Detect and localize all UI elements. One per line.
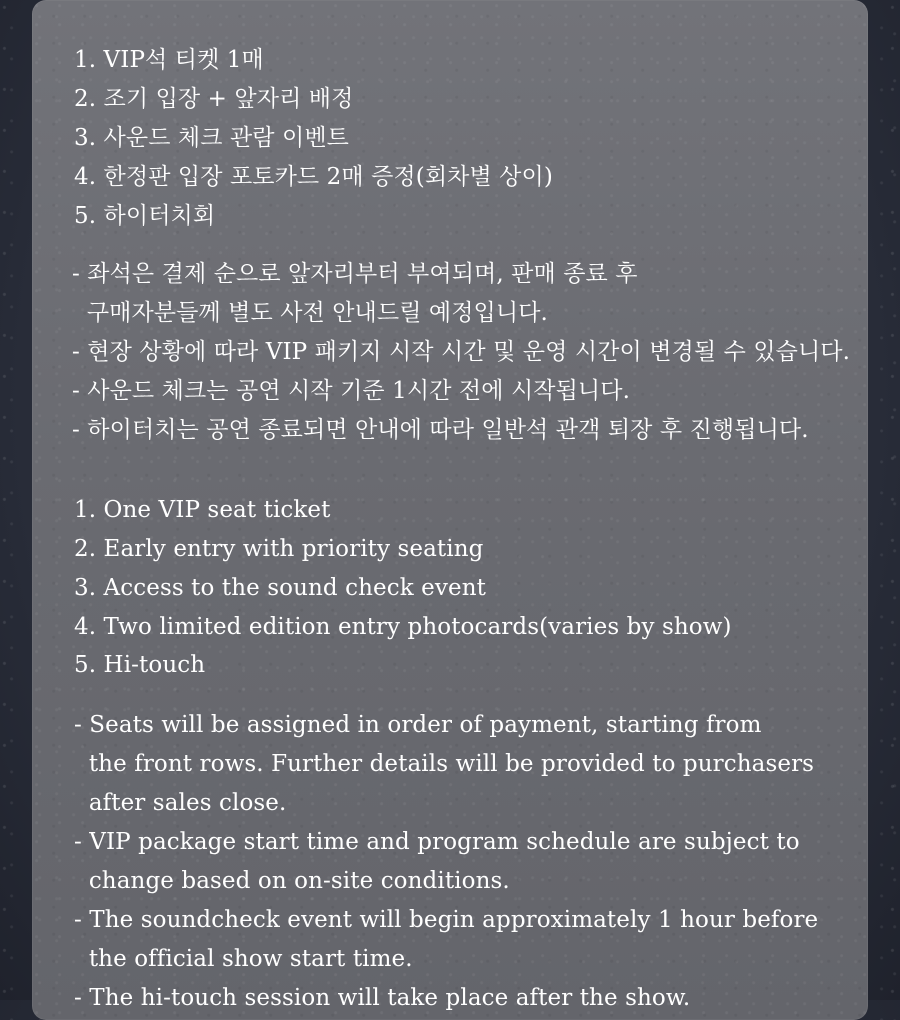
ko-item-4: 4. 한정판 입장 포토카드 2매 증정(회차별 상이) (74, 164, 553, 190)
ko-item-5: 5. 하이터치회 (74, 203, 216, 229)
en-item-1: 1. One VIP seat ticket (74, 497, 331, 523)
en-note-1-cont-a: the front rows. Further details will be provided to purchasers (74, 751, 815, 777)
en-item-2: 2. Early entry with priority seating (74, 536, 484, 562)
en-note-4: - The hi-touch session will take place after the show. (74, 985, 691, 1011)
en-note-3-cont: the official show start time. (74, 946, 413, 972)
en-note-1: - Seats will be assigned in order of payment, starting from (74, 712, 762, 738)
ko-note-3: - 사운드 체크는 공연 시작 기준 1시간 전에 시작됩니다. (72, 378, 630, 404)
en-item-5: 5. Hi-touch (74, 652, 206, 678)
ko-note-1-cont: 구매자분들께 별도 사전 안내드릴 예정입니다. (72, 300, 548, 326)
ko-item-1: 1. VIP석 티켓 1매 (74, 47, 264, 73)
en-note-3: - The soundcheck event will begin approximately 1 hour before (74, 907, 819, 933)
en-note-2: - VIP package start time and program schedule are subject to (74, 829, 800, 855)
en-item-3: 3. Access to the sound check event (74, 575, 486, 601)
en-item-4: 4. Two limited edition entry photocards(varies by show) (74, 614, 732, 640)
ko-note-4: - 하이터치는 공연 종료되면 안내에 따라 일반석 관객 퇴장 후 진행됩니다. (72, 417, 809, 443)
info-panel (32, 0, 868, 1020)
ko-item-3: 3. 사운드 체크 관람 이벤트 (74, 125, 349, 151)
en-note-1-cont-b: after sales close. (74, 790, 287, 816)
ko-note-2: - 현장 상황에 따라 VIP 패키지 시작 시간 및 운영 시간이 변경될 수 있습니다. (72, 339, 851, 365)
en-note-2-cont: change based on on-site conditions. (74, 868, 510, 894)
ko-note-1: - 좌석은 결제 순으로 앞자리부터 부여되며, 판매 종료 후 (72, 261, 638, 287)
ko-item-2: 2. 조기 입장 + 앞자리 배정 (74, 86, 354, 112)
